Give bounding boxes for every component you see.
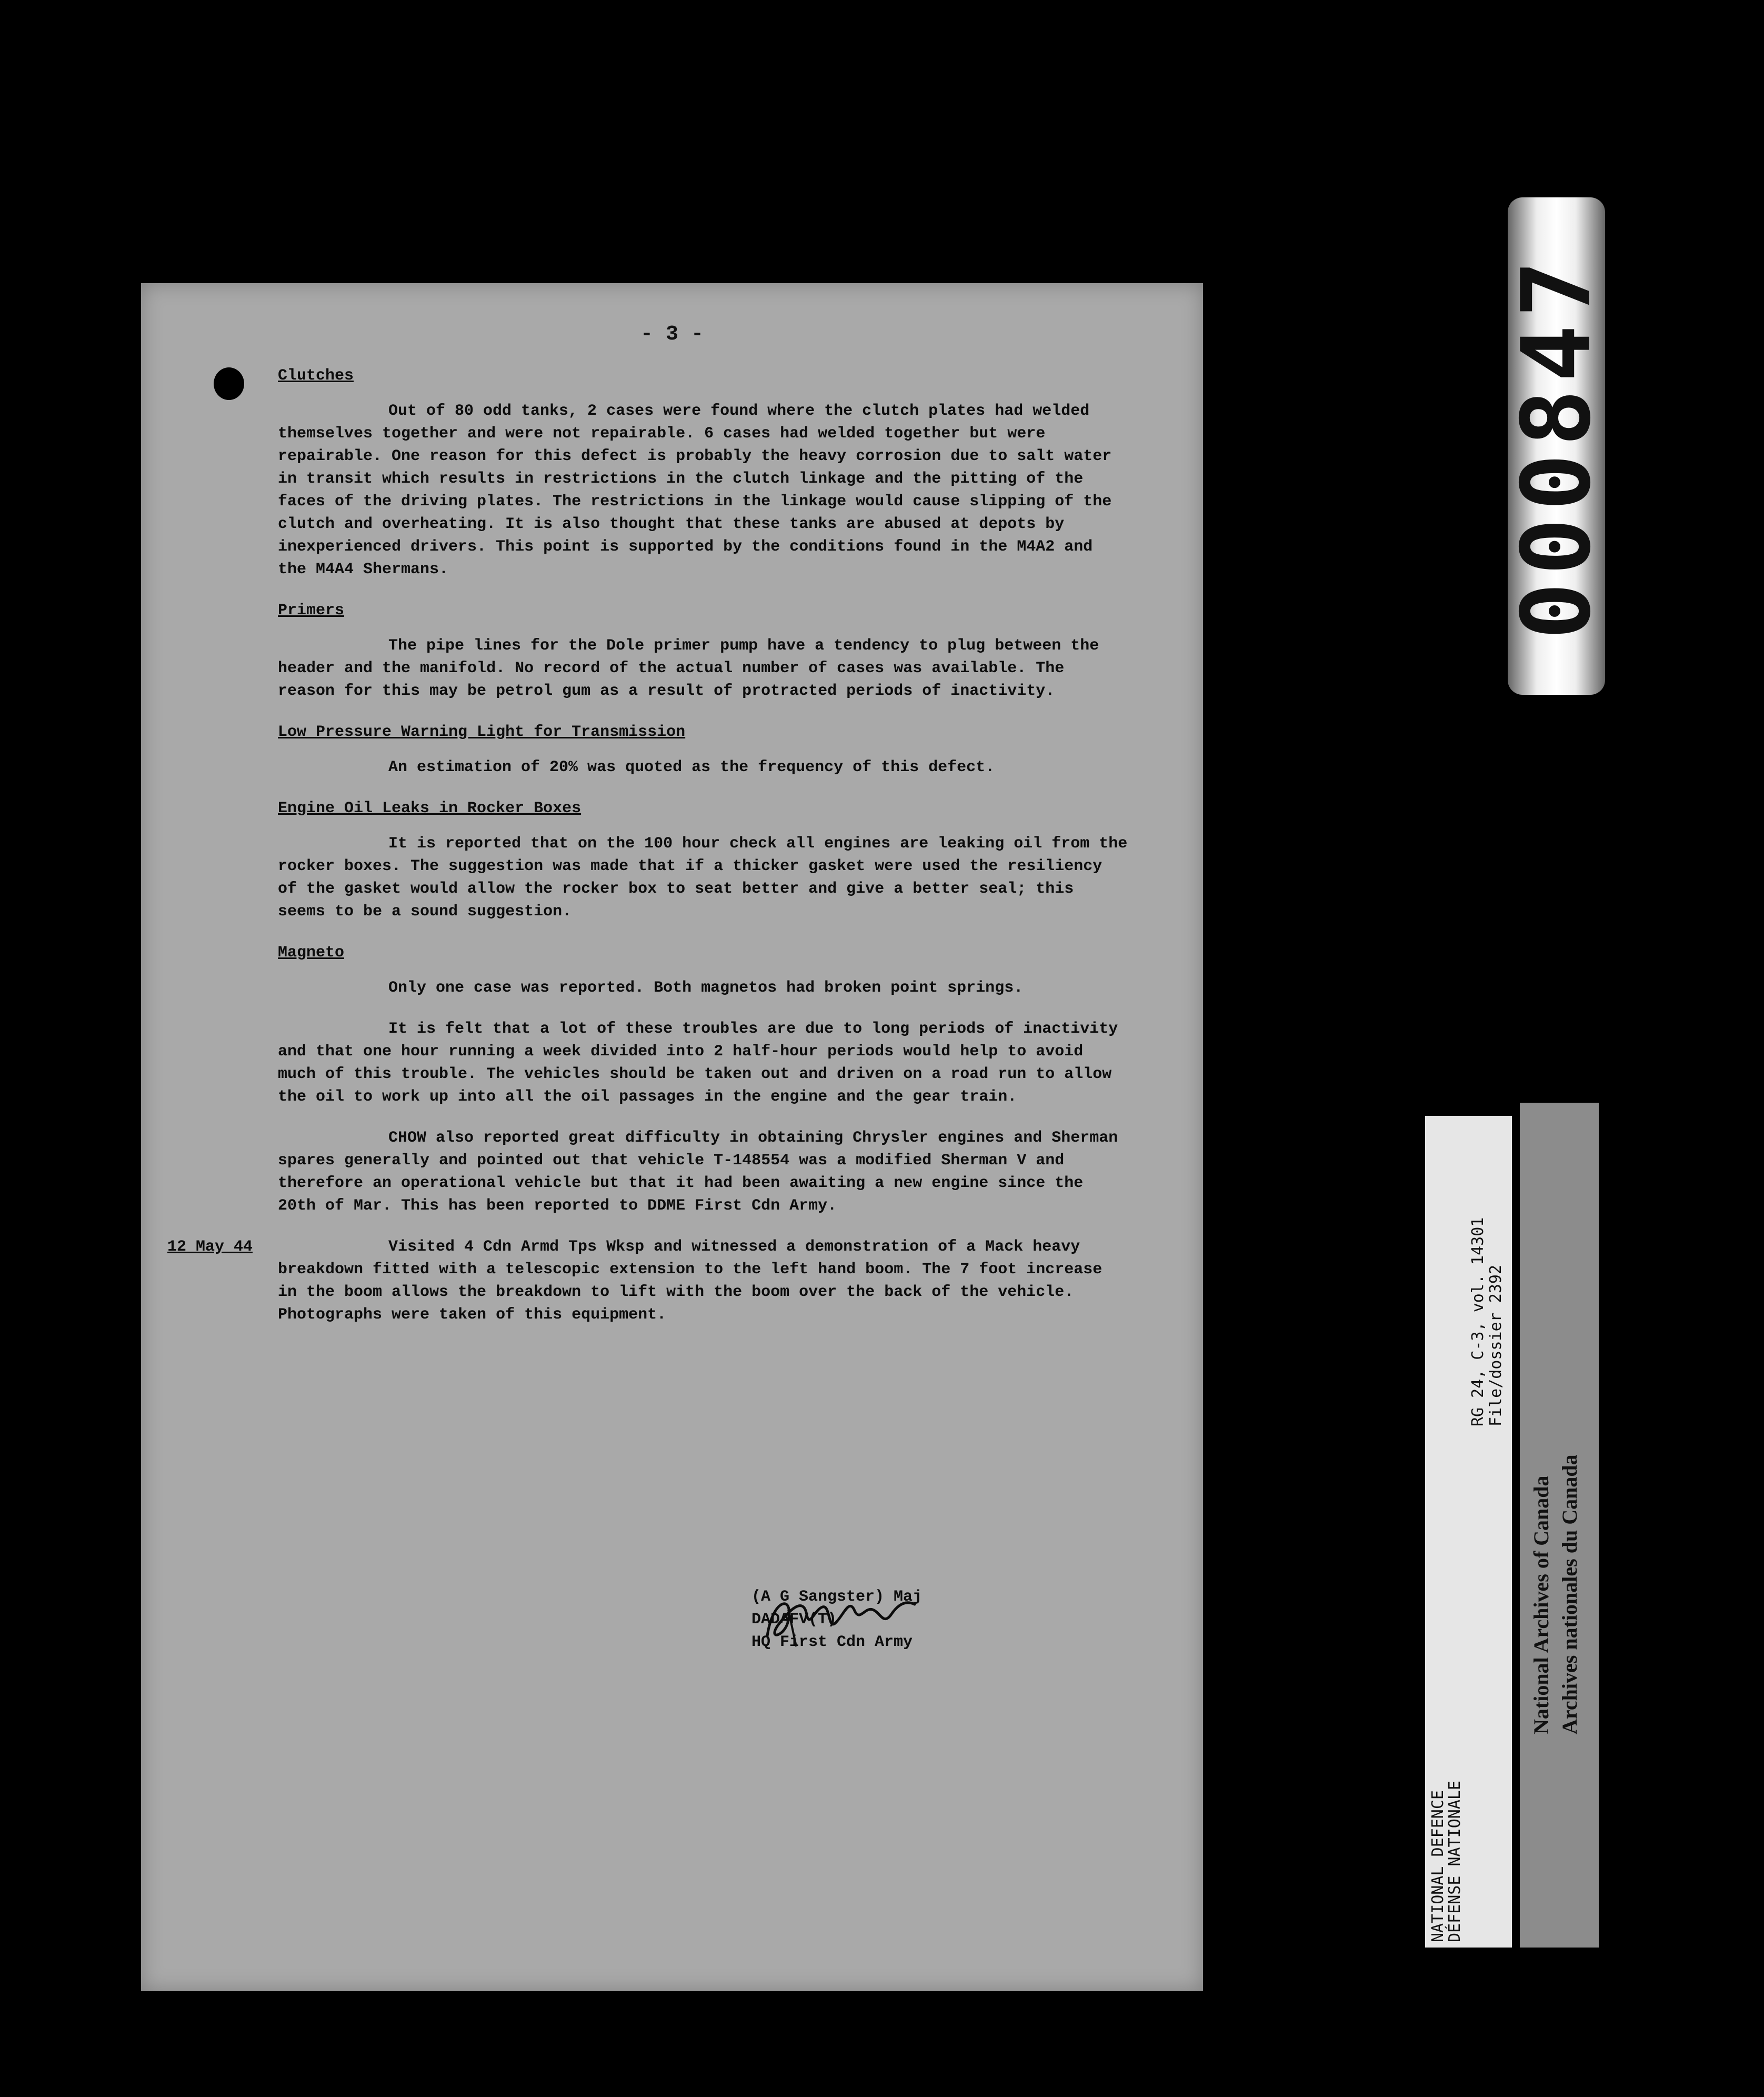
section-heading: Clutches	[278, 367, 354, 385]
section-heading: Low Pressure Warning Light for Transmission	[278, 723, 686, 741]
section-primers	[278, 600, 1130, 703]
section-magneto	[278, 942, 1130, 1217]
section-paragraph: The pipe lines for the Dole primer pump have a tendency to plug between the header and the manifold. No record of the actual number of cases was available. The reason for this may be petrol gum as a result of protracted periods of inactivity.	[278, 637, 1099, 700]
archives-canada-strip	[1520, 1103, 1599, 1948]
section-heading: Engine Oil Leaks in Rocker Boxes	[278, 800, 582, 817]
section-engine-oil-leaks	[278, 797, 1130, 923]
archive-reference-strip	[1425, 1116, 1512, 1948]
diary-entry	[167, 1236, 1130, 1326]
department-en: NATIONAL DEFENCE	[1429, 1790, 1447, 1942]
section-low-pressure-warning	[278, 721, 1130, 779]
section-clutches	[278, 365, 1130, 581]
page-number: - 3 -	[640, 323, 704, 346]
section-paragraph: It is felt that a lot of these troubles are due to long periods of inactivity and that one hour running a week divided into 2 half-hour periods would help to avoid much of this trouble. The vehicles should be taken out and driven on a road run to allow the oil to work up into all the oil passages in the engine and the gear train.	[278, 1020, 1118, 1106]
section-heading: Magneto	[278, 944, 345, 962]
section-paragraph: It is reported that on the 100 hour check all engines are leaking oil from the rocker boxes. The suggestion was made that if a thicker gasket were used the resiliency of the gasket would allow the rocker box to seat better and give a better seal; this seems to be a sound suggestion.	[278, 835, 1128, 921]
section-paragraph: CHOW also reported great difficulty in obtaining Chrysler engines and Sherman spares generally and pointed out that vehicle T-148554 was a modified Sherman V and therefore an operational vehicle but that it had been awaiting a new engine since the 20th of Mar. This has been reported to DDME First Cdn Army.	[278, 1129, 1118, 1215]
frame-number-text: 000847	[1501, 253, 1611, 640]
entry-date: 12 May 44	[167, 1238, 253, 1256]
section-paragraph: Only one case was reported. Both magnetos had broken point springs.	[388, 979, 1024, 997]
signature-unit: HQ First Cdn Army	[751, 1633, 913, 1651]
signature-block	[751, 1586, 1067, 1654]
document-page	[141, 283, 1203, 1991]
section-heading: Primers	[278, 602, 345, 620]
microfilm-frame-number	[1501, 197, 1611, 695]
section-paragraph: Out of 80 odd tanks, 2 cases were found where the clutch plates had welded themselves together and were not repairable. 6 cases had welded together but were repairable. One reason for this defect is probably the heavy corrosion due to salt water in transit which results in restrictions in the clutch linkage and the pitting of the faces of the driving plates. The restrictions in the linkage would cause slipping of the clutch and overheating. It is also thought that these tanks are abused at depots by inexperienced drivers. This point is supported by the conditions found in the M4A2 and the M4A4 Shermans.	[278, 402, 1112, 578]
document-body	[167, 365, 1130, 1345]
signature-name: (A G Sangster) Maj	[751, 1588, 923, 1606]
archives-name-en: National Archives of Canada	[1529, 1475, 1553, 1734]
archives-name-fr: Archives nationales du Canada	[1558, 1454, 1581, 1734]
reference-line-1: RG 24, C-3, vol. 14301	[1469, 1217, 1487, 1426]
department-fr: DÉFENSE NATIONALE	[1446, 1780, 1464, 1942]
reference-line-2: File/dossier 2392	[1487, 1264, 1505, 1426]
section-paragraph: An estimation of 20% was quoted as the frequency of this defect.	[388, 758, 995, 776]
punch-hole	[214, 367, 244, 400]
entry-text: Visited 4 Cdn Armd Tps Wksp and witnessed a demonstration of a Mack heavy breakdown fitted with a telescopic extension to the left hand boom. The 7 foot increase in the boom allows the breakdown to lift with the boom over the back of the vehicle. Photographs were taken of this equipment.	[278, 1238, 1102, 1324]
signature-title: DADAFV(T)	[751, 1611, 837, 1629]
